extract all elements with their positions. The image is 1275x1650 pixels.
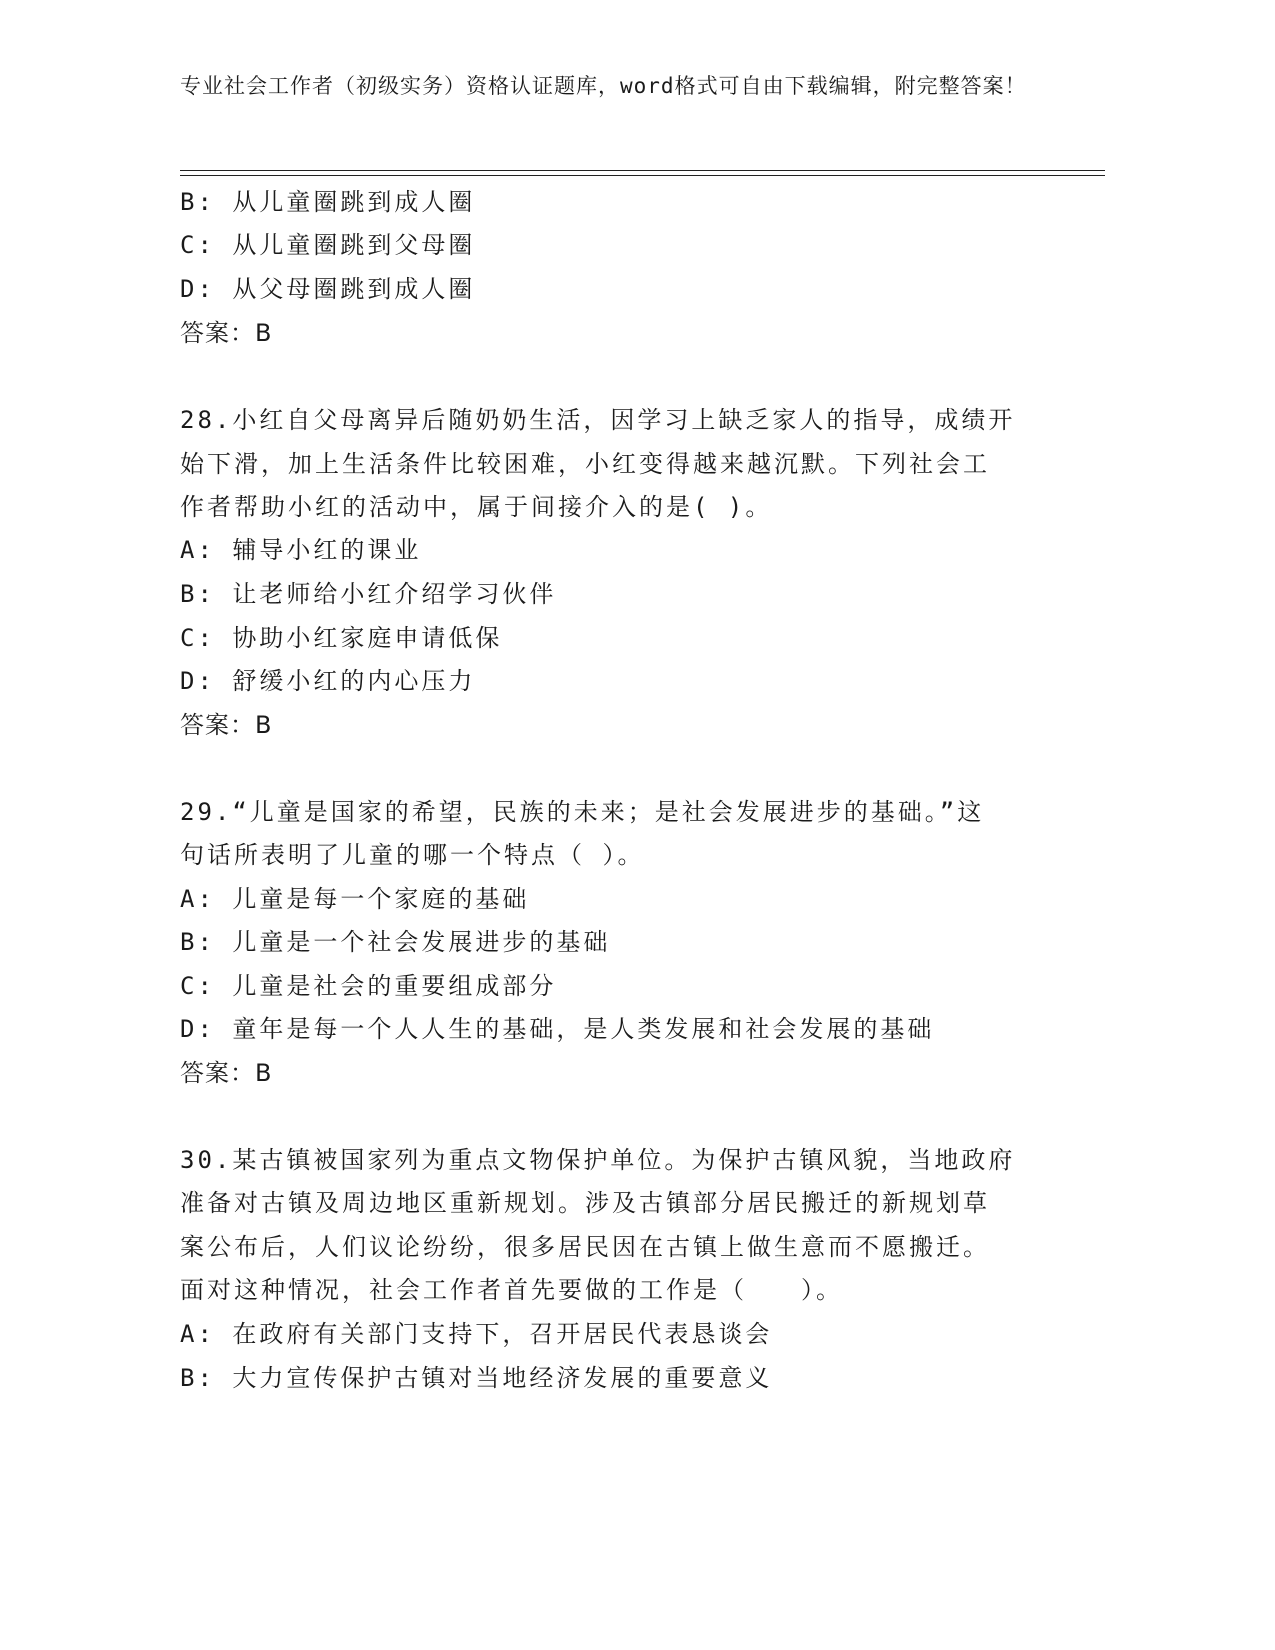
answer: 答案：B (180, 319, 273, 347)
option-c: C: 儿童是社会的重要组成部分 (180, 972, 557, 1000)
option-c: C: 从儿童圈跳到父母圈 (180, 231, 476, 259)
question-28-line-2: 始下滑，加上生活条件比较困难，小红变得越来越沉默。下列社会工 (180, 450, 990, 478)
answer: 答案：B (180, 711, 273, 739)
question-28-line-3: 作者帮助小红的活动中，属于间接介入的是( )。 (180, 493, 773, 521)
question-30-line-1: 30.某古镇被国家列为重点文物保护单位。为保护古镇风貌，当地政府 (180, 1146, 1016, 1174)
question-28-line-1: 28.小红自父母离异后随奶奶生活，因学习上缺乏家人的指导，成绩开 (180, 406, 1016, 434)
question-30-line-2: 准备对古镇及周边地区重新规划。涉及古镇部分居民搬迁的新规划草 (180, 1189, 990, 1217)
header-rule-bottom (180, 175, 1105, 176)
option-a: A: 在政府有关部门支持下，召开居民代表恳谈会 (180, 1320, 773, 1348)
page-header: 专业社会工作者（初级实务）资格认证题库，word格式可自由下载编辑，附完整答案！ (180, 74, 1027, 98)
option-d: D: 从父母圈跳到成人圈 (180, 275, 476, 303)
option-d: D: 舒缓小红的内心压力 (180, 667, 476, 695)
question-29-line-2: 句话所表明了儿童的哪一个特点（ ）。 (180, 841, 645, 869)
question-30-line-3: 案公布后，人们议论纷纷，很多居民因在古镇上做生意而不愿搬迁。 (180, 1233, 990, 1261)
question-30-line-4: 面对这种情况，社会工作者首先要做的工作是（ ）。 (180, 1276, 843, 1304)
option-d: D: 童年是每一个人人生的基础，是人类发展和社会发展的基础 (180, 1015, 935, 1043)
option-b: B: 大力宣传保护古镇对当地经济发展的重要意义 (180, 1364, 773, 1392)
option-a: A: 辅导小红的课业 (180, 536, 422, 564)
option-b: B: 从儿童圈跳到成人圈 (180, 188, 476, 216)
answer: 答案：B (180, 1059, 273, 1087)
header-rule-top (180, 170, 1105, 171)
option-b: B: 儿童是一个社会发展进步的基础 (180, 928, 611, 956)
question-29-line-1: 29.“儿童是国家的希望，民族的未来；是社会发展进步的基础。”这 (180, 798, 985, 826)
option-c: C: 协助小红家庭申请低保 (180, 624, 503, 652)
option-a: A: 儿童是每一个家庭的基础 (180, 885, 530, 913)
option-b: B: 让老师给小红介绍学习伙伴 (180, 580, 557, 608)
